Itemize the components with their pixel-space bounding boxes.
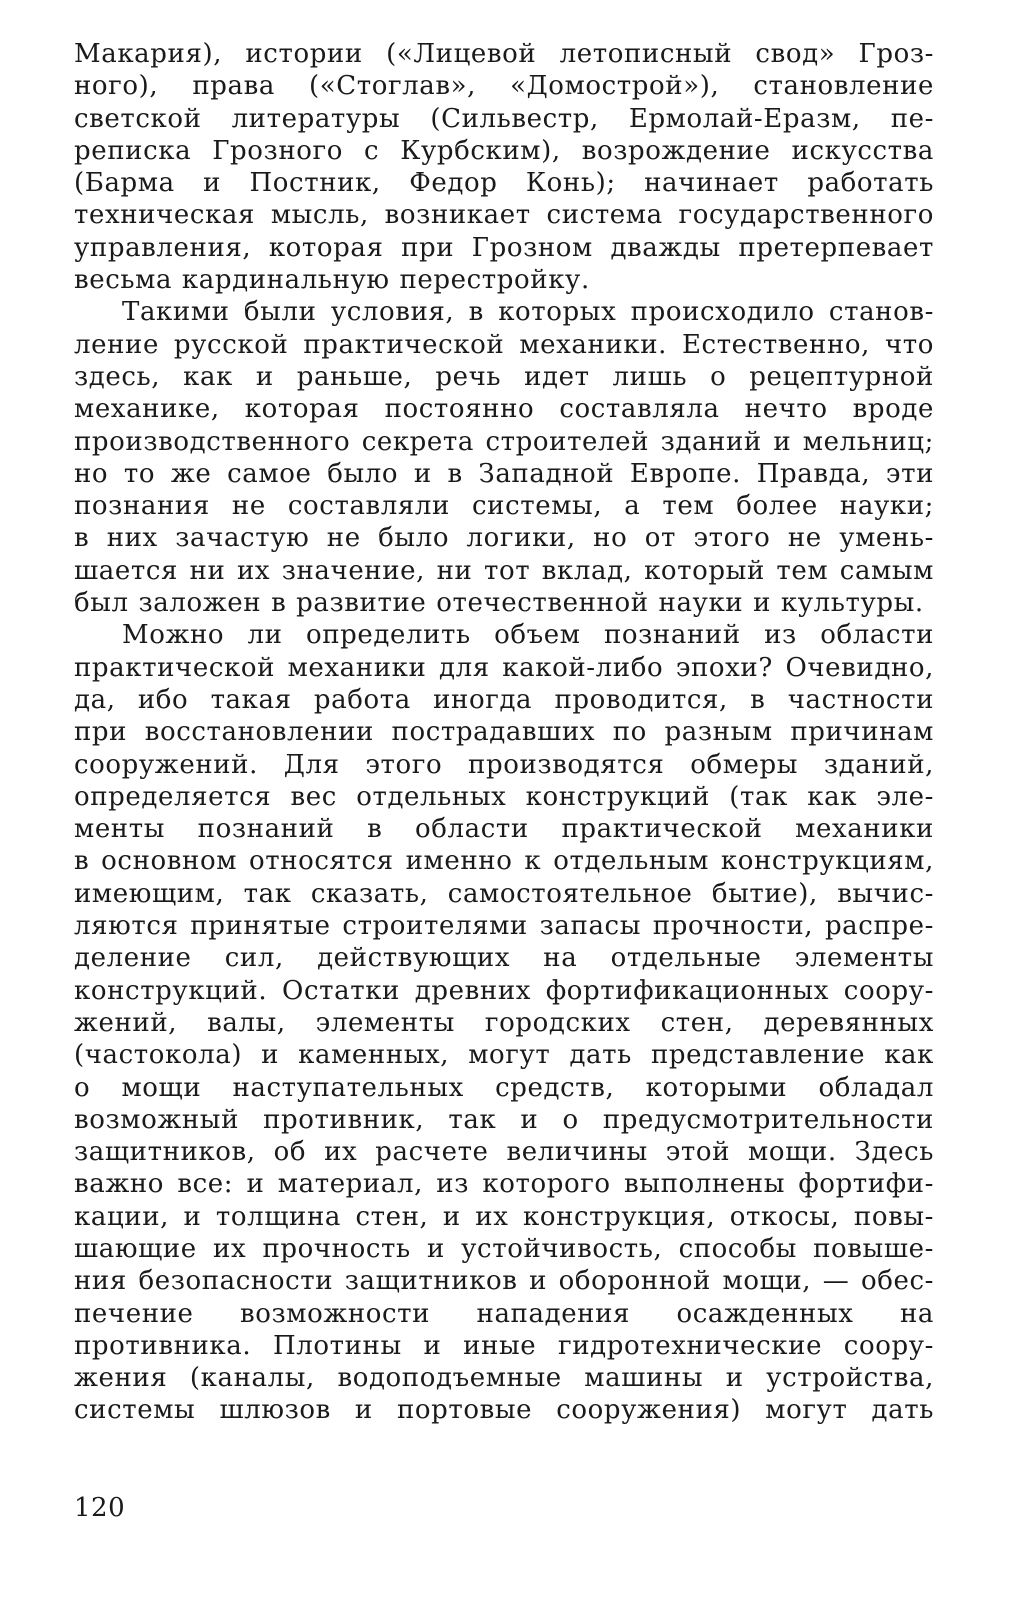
text-line: жений, валы, элементы городских стен, деревянных (74, 1007, 934, 1038)
text-line: системы шлюзов и портовые сооружения) могут дать (74, 1395, 934, 1426)
text-line: познания не составляли системы, а тем более науки; (74, 491, 934, 522)
text-line: да, ибо такая работа иногда проводится, в частности (74, 684, 934, 715)
text-line: имеющим, так сказать, самостоятельное бытие), вычис- (74, 878, 934, 909)
text-line: весьма кардинальную перестройку. (74, 265, 590, 296)
text-line: жения (каналы, водоподъемные машины и устройства, (74, 1363, 934, 1394)
text-line: защитников, об их расчете величины этой мощи. Здесь (74, 1137, 934, 1168)
text-line: возможный противник, так и о предусмотрительности (74, 1104, 934, 1135)
text-line: кации, и толщина стен, и их конструкция, откосы, повы- (74, 1201, 934, 1232)
text-line: деление сил, действующих на отдельные элементы (74, 943, 934, 974)
text-line: в них зачастую не было логики, но от этого не умень- (74, 523, 934, 554)
text-line: ляются принятые строителями запасы прочности, распре- (74, 911, 934, 942)
text-line: Макария), истории («Лицевой летописный свод» Гроз- (74, 39, 934, 69)
text-line: здесь, как и раньше, речь идет лишь о рецептурной (74, 361, 934, 392)
text-line: печение возможности нападения осажденных на (74, 1298, 934, 1329)
text-line: Такими были условия, в которых происходило станов- (122, 297, 934, 328)
text-line: управления, которая при Грозном дважды претерпевает (74, 232, 934, 263)
paragraph-1 (74, 38, 934, 296)
text-line: Можно ли определить объем познаний из области (122, 620, 934, 651)
text-line: светской литературы (Сильвестр, Ермолай-Еразм, пе- (74, 103, 934, 134)
text-line: реписка Грозного с Курбским), возрождение искусства (74, 135, 934, 166)
paragraph-3 (74, 619, 934, 1426)
text-line: но то же самое было и в Западной Европе. Правда, эти (74, 458, 934, 489)
text-line: о мощи наступательных средств, которыми обладал (74, 1072, 934, 1103)
text-line: механике, которая постоянно составляла нечто вроде (74, 394, 934, 425)
page-number: 120 (74, 1493, 126, 1523)
text-line: определяется вес отдельных конструкций (так как эле- (74, 781, 934, 812)
text-line: техническая мысль, возникает система государственного (74, 200, 934, 231)
page-body (74, 38, 934, 1427)
text-line: противника. Плотины и иные гидротехнические соору- (74, 1330, 934, 1361)
paragraph-2 (74, 296, 934, 619)
text-line: был заложен в развитие отечественной науки и культуры. (74, 588, 924, 619)
text-line: важно все: и материал, из которого выполнены фортифи- (74, 1169, 934, 1200)
text-line: (частокола) и каменных, могут дать представление как (74, 1040, 934, 1071)
text-line: (Барма и Постник, Федор Конь); начинает работать (74, 168, 934, 199)
text-line: ление русской практической механики. Естественно, что (74, 329, 934, 360)
text-line: в основном относятся именно к отдельным конструкциям, (74, 846, 934, 877)
text-line: конструкций. Остатки древних фортификационных соору- (74, 975, 934, 1006)
text-line: производственного секрета строителей зданий и мельниц; (74, 426, 934, 457)
text-line: практической механики для какой-либо эпохи? Очевидно, (74, 652, 934, 683)
text-line: ного), права («Стоглав», «Домострой»), становление (74, 71, 934, 102)
text-line: при восстановлении пострадавших по разным причинам (74, 717, 934, 748)
text-line: шающие их прочность и устойчивость, способы повыше- (74, 1233, 934, 1264)
text-line: ния безопасности защитников и оборонной мощи, — обес- (74, 1266, 934, 1297)
text-line: сооружений. Для этого производятся обмеры зданий, (74, 749, 934, 780)
text-line: менты познаний в области практической механики (74, 814, 934, 845)
text-line: шается ни их значение, ни тот вклад, который тем самым (74, 555, 934, 586)
